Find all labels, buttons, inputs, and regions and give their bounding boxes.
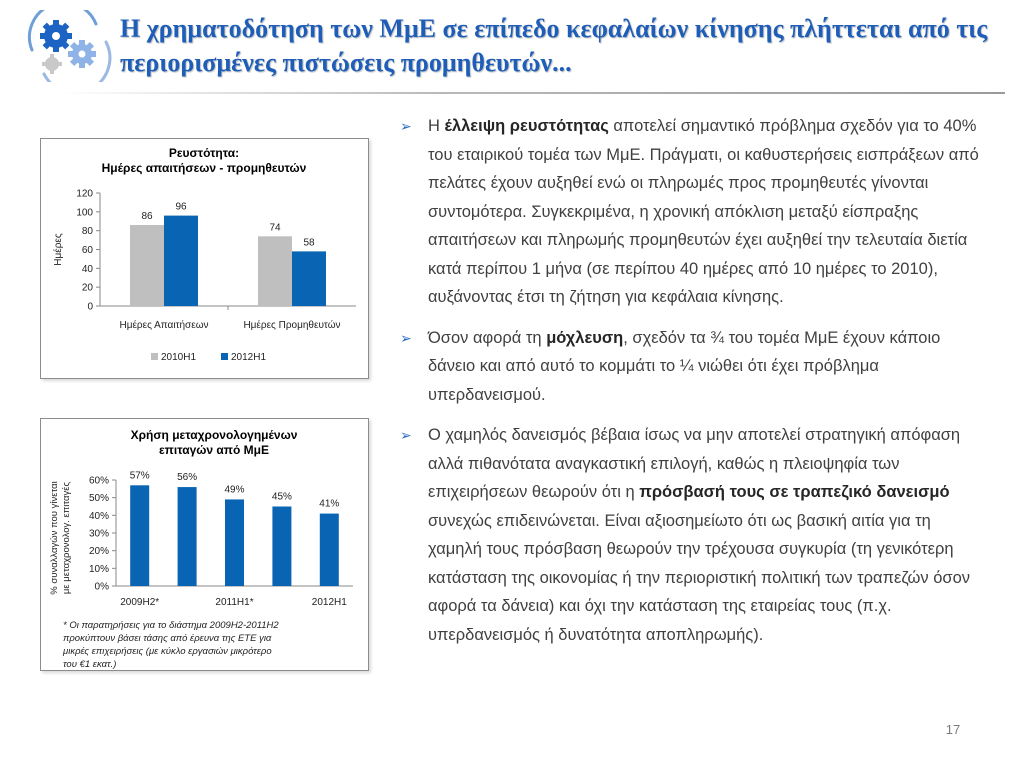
data-label: 56% xyxy=(177,472,198,484)
bar xyxy=(225,499,244,586)
bar xyxy=(178,487,197,586)
y-tick-label: 40% xyxy=(88,510,109,522)
chart-title: Ρευστότητα: xyxy=(168,146,240,160)
y-tick-label: 10% xyxy=(88,563,109,575)
x-tick-label: 2011H1* xyxy=(215,597,254,608)
y-axis-label: % συναλλαγών που γίνεται xyxy=(49,481,60,595)
liquidity-days-chart xyxy=(40,138,369,379)
y-tick-label: 100 xyxy=(76,207,93,219)
data-label: 86 xyxy=(141,211,153,223)
chart-footnote: προκύπτουν βάσει τάσης από έρευνα της ΕΤΕ για xyxy=(63,633,272,644)
gears-logo-icon xyxy=(26,10,112,82)
chart-title: Χρήση μεταχρονολογημένων xyxy=(130,428,298,442)
y-tick-label: 80 xyxy=(81,226,93,238)
arrow-bullet-icon: ➢ xyxy=(400,329,412,346)
arrow-bullet-icon: ➢ xyxy=(400,427,412,443)
chart-footnote: * Οι παρατηρήσεις για το διάστημα 2009Η2-2011Η2 xyxy=(63,620,279,631)
bullet-item: ➢ Όσον αφορά τη μόχλευση, σχεδόν τα ¾ του τομέα ΜμΕ έχουν κάποιο δάνειο και από αυτό το κομμάτι το ¼ νιώθει ότι έχει πρόβλημα υπερδανεισμού. xyxy=(400,324,980,410)
arrow-bullet-icon: ➢ xyxy=(400,118,412,134)
data-label: 49% xyxy=(224,484,245,496)
x-tick-label: 2009H2* xyxy=(120,597,160,608)
bar xyxy=(130,485,149,586)
data-label: 74 xyxy=(269,222,281,234)
y-tick-label: 0% xyxy=(94,581,109,593)
bar-2010H1 xyxy=(130,225,164,306)
y-tick-label: 60 xyxy=(81,245,93,256)
x-tick-label: Ημέρες Απαιτήσεων xyxy=(119,320,209,331)
y-tick-label: 50% xyxy=(88,493,109,505)
data-label: 96 xyxy=(175,201,187,213)
bar xyxy=(320,514,339,586)
bar-2010H1 xyxy=(258,236,292,306)
data-label: 45% xyxy=(271,491,292,503)
chart-title: επιταγών από ΜμΕ xyxy=(158,443,270,457)
x-tick-label: Ημέρες Προμηθευτών xyxy=(243,320,341,331)
legend-label: 2010H1 xyxy=(161,352,197,363)
legend-swatch xyxy=(151,353,158,360)
data-label: 41% xyxy=(319,498,340,510)
y-axis-label: Ημέρες xyxy=(53,233,64,266)
y-tick-label: 30% xyxy=(88,528,109,540)
bar xyxy=(272,507,291,587)
y-tick-label: 60% xyxy=(88,475,109,487)
chart-title: Ημέρες απαιτήσεων - προμηθευτών xyxy=(101,161,307,175)
y-tick-label: 40 xyxy=(81,263,93,275)
chart-footnote: μικρές επιχειρήσεις (με κύκλο εργασιών μικρότερο xyxy=(63,646,272,657)
y-tick-label: 120 xyxy=(76,188,93,200)
bar-2012H1 xyxy=(164,216,198,306)
page-number: 17 xyxy=(945,722,961,737)
bar-2012H1 xyxy=(292,251,326,306)
data-label: 57% xyxy=(129,470,150,482)
y-axis-label: με μεταχρονολογ. επιταγές xyxy=(61,481,72,595)
y-tick-label: 20% xyxy=(88,546,109,558)
page-title: Η χρηματοδότηση των ΜμΕ σε επίπεδο κεφαλαίων κίνησης πλήττεται από τις περιορισμένες πιστώσεις προμηθευτών... xyxy=(120,14,988,77)
x-tick-label: 2012H1 xyxy=(311,597,347,608)
bullet-item: ➢ Η έλλειψη ρευστότητας αποτελεί σημαντικό πρόβλημα σχεδόν για το 40% του εταιρικού τομέα των ΜμΕ. Πράγματι, οι καθυστερήσεις εισπράξεων από πελάτες έχουν αυξηθεί ενώ οι πληρωμές προς προμηθευτές γίνονται συντομότερα. Συγκεκριμένα, η χρονική απόκλιση μεταξύ είσπραξης απαιτήσεων και πληρωμής προμηθευτών έχει αυξηθεί την τελευταία διετία κατά περίπου 1 μήνα (σε περίπου 40 ημέρες από 10 ημέρες το 2010), αυξάνοντας έτσι τη ζήτηση για κεφάλαια κίνησης. xyxy=(400,112,980,312)
y-tick-label: 20 xyxy=(81,282,93,294)
bullet-list xyxy=(400,112,980,661)
y-tick-label: 0 xyxy=(87,301,93,313)
legend-label: 2012H1 xyxy=(231,352,267,363)
chart-footnote: του €1 εκατ.) xyxy=(63,659,117,670)
data-label: 58 xyxy=(303,237,315,249)
bullet-item: ➢ Ο χαμηλός δανεισμός βέβαια ίσως να μην αποτελεί στρατηγική απόφαση αλλά πιθανότατα αναγκαστική επιλογή, καθώς η πλειοψηφία των επιχειρήσεων θεωρούν ότι η πρόσβασή τους σε τραπεζικό δανεισμό συνεχώς επιδεινώνεται. Είναι αξιοσημείωτο ότι ως βασική αιτία για τη χαμηλή τους πρόσβαση θεωρούν την τρέχουσα συγκυρία (τη γενικότερη κατάσταση της οικονομίας ή την περιοριστική πολιτική των τραπεζών όσον αφορά τα δάνεια) και όχι την κατάσταση της εταιρείας τους (π.χ. υπερδανεισμός ή δυνατότητα αποπληρωμής). xyxy=(400,421,980,649)
legend-swatch xyxy=(221,353,228,360)
title-divider xyxy=(60,92,1005,94)
postdated-cheques-chart xyxy=(40,418,369,671)
